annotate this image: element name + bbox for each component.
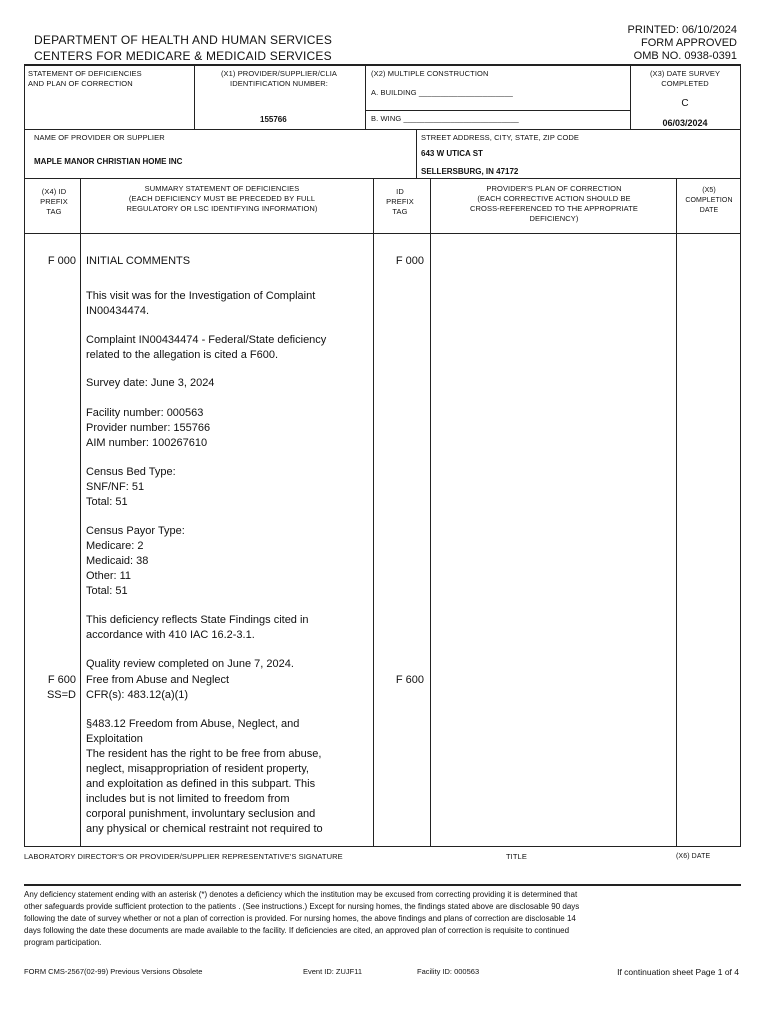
provider-id-number: 155766 (260, 115, 287, 124)
id-header: ID PREFIX TAG (386, 187, 414, 216)
x2-label: (X2) MULTIPLE CONSTRUCTION (371, 69, 489, 78)
plan-header: PROVIDER'S PLAN OF CORRECTION (EACH CORRECTIVE ACTION SHOULD BE CROSS-REFERENCED TO THE APPROPRIATE DEFICIENCY) (470, 184, 638, 223)
disclaimer-text: Any deficiency statement ending with an asterisk (*) denotes a deficiency which the institution may be excused from correcting providing it is determined that other safeguards provide sufficient protection to the patients . (See instructions.) Except for nursing homes, the findings stated above are disclosable 90 days following the date of survey whether or not a plan of correction is provided. For nursing homes, the above findings and plans of correction are disclosable 14 days following the date these documents are made available to the facility. If deficiencies are cited, an approved plan of correction is requisite to continued program participation. (24, 890, 580, 947)
paragraph-complaint: Complaint IN00434474 - Federal/State deficiency related to the allegation is cited a F600. (86, 334, 327, 361)
scope-severity: SS=D (46, 689, 76, 701)
paragraph-census-payor: Census Payor Type: Medicare: 2 Medicaid: 38 Other: 11 Total: 51 (86, 525, 185, 597)
form-top-border (24, 64, 741, 66)
x4-header: (X4) ID PREFIX TAG (40, 187, 68, 216)
x2-wing: B. WING ___________________________ (371, 114, 519, 123)
paragraph-visit: This visit was for the Investigation of Complaint IN00434474. (86, 290, 316, 317)
title-label: TITLE (506, 852, 527, 861)
address-label: STREET ADDRESS, CITY, STATE, ZIP CODE (421, 133, 580, 142)
x1-label: (X1) PROVIDER/SUPPLIER/CLIA IDENTIFICATION NUMBER: (220, 69, 338, 88)
x2-building: A. BUILDING ______________________ (371, 88, 513, 97)
paragraph-survey-date: Survey date: June 3, 2024 (86, 377, 215, 389)
statement-label: STATEMENT OF DEFICIENCIES AND PLAN OF CORRECTION (28, 69, 142, 88)
form-approved: FORM APPROVED (641, 37, 737, 49)
tag-f600-right: F 600 (395, 674, 424, 686)
provider-name-label: NAME OF PROVIDER OR SUPPLIER (34, 133, 165, 142)
address-city: SELLERSBURG, IN 47172 (421, 167, 519, 176)
department-title: DEPARTMENT OF HEALTH AND HUMAN SERVICES (34, 33, 333, 47)
paragraph-quality-review: Quality review completed on June 7, 2024. (86, 658, 294, 670)
summary-header: SUMMARY STATEMENT OF DEFICIENCIES (EACH DEFICIENCY MUST BE PRECEDED BY FULL REGULATORY OR LSC IDENTIFYING INFORMATION) (126, 184, 318, 213)
agency-title: CENTERS FOR MEDICARE & MEDICAID SERVICES (34, 49, 332, 63)
address-street: 643 W UTICA ST (421, 149, 483, 158)
provider-name: MAPLE MANOR CHRISTIAN HOME INC (34, 157, 183, 166)
event-id: Event ID: ZUJF11 (303, 967, 363, 976)
x6-date-label: (X6) DATE (676, 853, 711, 860)
x3-label: (X3) DATE SURVEY COMPLETED (649, 69, 721, 88)
facility-id: Facility ID: 000563 (417, 967, 480, 976)
signature-label: LABORATORY DIRECTOR'S OR PROVIDER/SUPPLIER REPRESENTATIVE'S SIGNATURE (24, 852, 343, 861)
survey-completed-date: 06/03/2024 (662, 118, 708, 128)
x3-c: C (681, 98, 689, 109)
tag-f000-left: F 000 (47, 255, 76, 267)
printed-date: PRINTED: 06/10/2024 (627, 24, 737, 36)
paragraph-facility-numbers: Facility number: 000563 Provider number: 155766 AIM number: 100267610 (86, 407, 211, 449)
tag-f600-left: F 600 (47, 674, 76, 686)
x5-header: (X5) COMPLETION DATE (685, 187, 733, 214)
paragraph-state-findings: This deficiency reflects State Findings cited in accordance with 410 IAC 16.2-3.1. (86, 614, 309, 641)
paragraph-census-bed: Census Bed Type: SNF/NF: 51 Total: 51 (86, 466, 176, 508)
page-indicator: If continuation sheet Page 1 of 4 (617, 967, 739, 977)
tag-f000-right: F 000 (395, 255, 424, 267)
form-number: FORM CMS-2567(02-99) Previous Versions Obsolete (24, 967, 203, 976)
omb-number: OMB NO. 0938-0391 (633, 50, 737, 62)
initial-comments-heading: INITIAL COMMENTS (86, 255, 191, 267)
f600-regulation-text: §483.12 Freedom from Abuse, Neglect, and Exploitation The resident has the right to be free from abuse, neglect, misappropriation of resident property, and exploitation as defined in this subpart. This includes but is not limited to freedom from corporal punishment, involuntary seclusion and any physical or chemical restraint not required to (86, 718, 323, 835)
f600-title: Free from Abuse and Neglect CFR(s): 483.12(a)(1) (86, 674, 230, 701)
